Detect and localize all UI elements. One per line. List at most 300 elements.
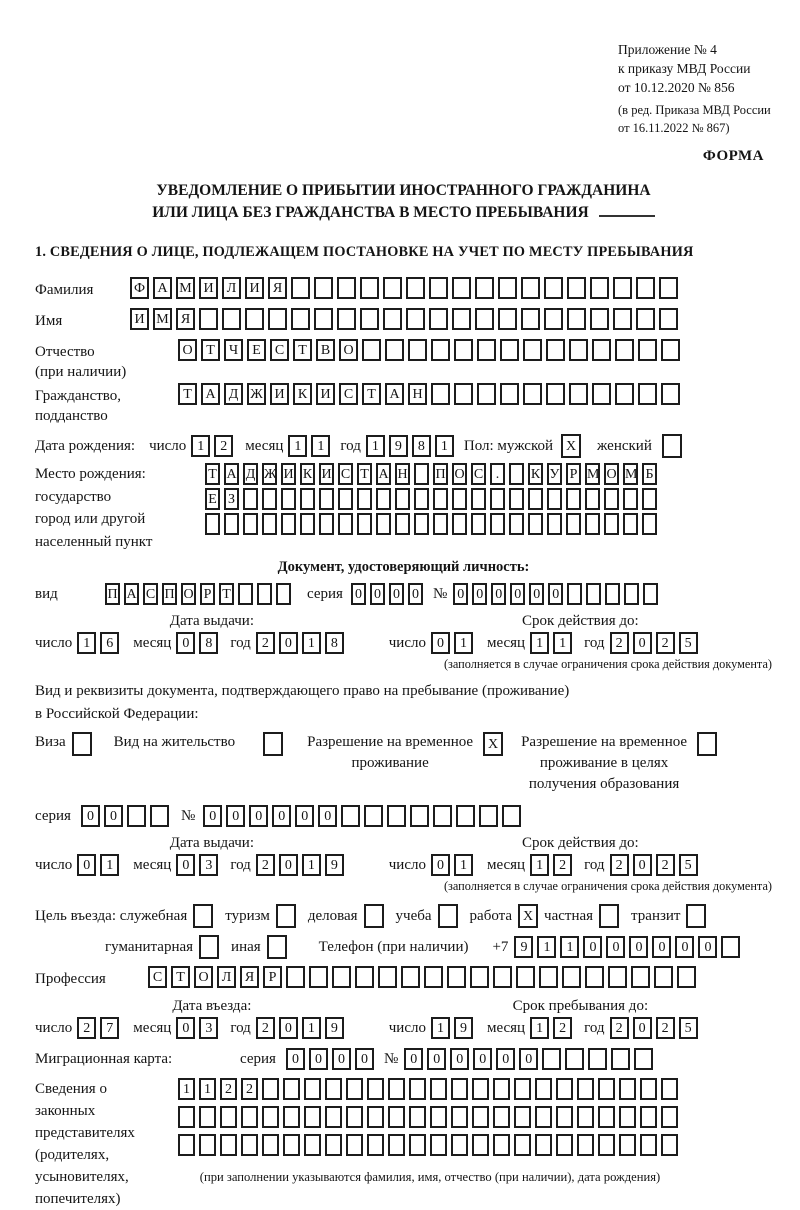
representative-char-box[interactable]: 1 <box>178 1078 195 1100</box>
phone-digit-box[interactable]: 0 <box>606 936 625 958</box>
profession-char-box[interactable] <box>424 966 443 988</box>
doc-issue-year-box[interactable]: 1 <box>302 632 321 654</box>
patronymic-char-box[interactable]: Ч <box>224 339 243 361</box>
doc-number-box[interactable] <box>586 583 601 605</box>
profession-char-box[interactable]: О <box>194 966 213 988</box>
doc-number-box[interactable]: 0 <box>491 583 506 605</box>
surname-char-box[interactable]: Л <box>222 277 241 299</box>
doc-issue-year-box[interactable]: 2 <box>256 632 275 654</box>
surname-char-box[interactable]: Я <box>268 277 287 299</box>
birthplace-char-box[interactable]: Т <box>205 463 220 485</box>
birthplace-char-box[interactable] <box>604 488 619 510</box>
birthplace-char-box[interactable]: . <box>490 463 505 485</box>
birthplace-char-box[interactable]: С <box>471 463 486 485</box>
permit-valid-month-box[interactable]: 2 <box>553 854 572 876</box>
representative-char-box[interactable] <box>262 1134 279 1156</box>
birthplace-char-box[interactable]: К <box>300 463 315 485</box>
birth-year-box[interactable]: 1 <box>435 435 454 457</box>
doc-valid-month-box[interactable]: 1 <box>530 632 549 654</box>
given-name-char-box[interactable] <box>452 308 471 330</box>
representative-char-box[interactable] <box>535 1106 552 1128</box>
citizenship-char-box[interactable] <box>546 383 565 405</box>
birthplace-char-box[interactable]: А <box>224 463 239 485</box>
phone-digit-box[interactable]: 0 <box>652 936 671 958</box>
representative-char-box[interactable] <box>661 1134 678 1156</box>
visa-checkbox[interactable] <box>72 732 92 756</box>
permit-issue-year-box[interactable]: 2 <box>256 854 275 876</box>
given-name-char-box[interactable] <box>245 308 264 330</box>
permit-number-box[interactable] <box>410 805 429 827</box>
profession-char-box[interactable] <box>585 966 604 988</box>
birthplace-char-box[interactable] <box>395 513 410 535</box>
representative-char-box[interactable] <box>661 1106 678 1128</box>
profession-char-box[interactable] <box>447 966 466 988</box>
entry-day-box[interactable]: 2 <box>77 1017 96 1039</box>
patronymic-char-box[interactable] <box>523 339 542 361</box>
patronymic-char-box[interactable] <box>569 339 588 361</box>
permit-number-box[interactable] <box>479 805 498 827</box>
migration-number-box[interactable] <box>634 1048 653 1070</box>
surname-char-box[interactable] <box>498 277 517 299</box>
migration-number-box[interactable] <box>588 1048 607 1070</box>
birthplace-char-box[interactable] <box>642 513 657 535</box>
birthplace-char-box[interactable]: А <box>376 463 391 485</box>
permit-series-box[interactable] <box>127 805 146 827</box>
birthplace-char-box[interactable] <box>452 488 467 510</box>
given-name-char-box[interactable] <box>314 308 333 330</box>
phone-digit-box[interactable]: 1 <box>560 936 579 958</box>
doc-kind-char-box[interactable]: Т <box>219 583 234 605</box>
given-name-char-box[interactable] <box>659 308 678 330</box>
birthplace-char-box[interactable] <box>528 513 543 535</box>
birthplace-char-box[interactable] <box>509 513 524 535</box>
representative-char-box[interactable] <box>325 1134 342 1156</box>
purpose-other-checkbox[interactable] <box>267 935 287 959</box>
citizenship-char-box[interactable]: И <box>316 383 335 405</box>
phone-digit-box[interactable]: 0 <box>629 936 648 958</box>
citizenship-char-box[interactable]: А <box>201 383 220 405</box>
given-name-char-box[interactable] <box>590 308 609 330</box>
citizenship-char-box[interactable] <box>615 383 634 405</box>
given-name-char-box[interactable] <box>636 308 655 330</box>
birthplace-char-box[interactable] <box>509 463 524 485</box>
permit-valid-year-box[interactable]: 2 <box>656 854 675 876</box>
profession-char-box[interactable] <box>309 966 328 988</box>
birthplace-char-box[interactable] <box>642 488 657 510</box>
birthplace-char-box[interactable]: О <box>604 463 619 485</box>
representative-char-box[interactable] <box>220 1134 237 1156</box>
birthplace-char-box[interactable] <box>414 513 429 535</box>
surname-char-box[interactable]: М <box>176 277 195 299</box>
patronymic-char-box[interactable] <box>546 339 565 361</box>
birthplace-char-box[interactable]: М <box>585 463 600 485</box>
birthplace-char-box[interactable] <box>585 488 600 510</box>
permit-number-box[interactable]: 0 <box>203 805 222 827</box>
migration-series-box[interactable]: 0 <box>332 1048 351 1070</box>
doc-kind-char-box[interactable]: П <box>105 583 120 605</box>
representative-char-box[interactable] <box>283 1106 300 1128</box>
profession-char-box[interactable]: Л <box>217 966 236 988</box>
migration-number-box[interactable] <box>542 1048 561 1070</box>
representative-char-box[interactable] <box>430 1106 447 1128</box>
patronymic-char-box[interactable]: В <box>316 339 335 361</box>
doc-valid-year-box[interactable]: 5 <box>679 632 698 654</box>
birthplace-char-box[interactable] <box>604 513 619 535</box>
permit-number-box[interactable] <box>364 805 383 827</box>
surname-char-box[interactable] <box>590 277 609 299</box>
patronymic-char-box[interactable] <box>661 339 680 361</box>
representative-char-box[interactable] <box>283 1134 300 1156</box>
representative-char-box[interactable] <box>367 1106 384 1128</box>
representative-char-box[interactable] <box>178 1106 195 1128</box>
purpose-official-checkbox[interactable] <box>193 904 213 928</box>
migration-number-box[interactable]: 0 <box>519 1048 538 1070</box>
profession-char-box[interactable] <box>355 966 374 988</box>
birthplace-char-box[interactable]: Б <box>642 463 657 485</box>
patronymic-char-box[interactable]: Т <box>293 339 312 361</box>
citizenship-char-box[interactable]: Д <box>224 383 243 405</box>
representative-char-box[interactable]: 1 <box>199 1078 216 1100</box>
profession-char-box[interactable] <box>401 966 420 988</box>
representative-char-box[interactable] <box>472 1078 489 1100</box>
permit-valid-year-box[interactable]: 5 <box>679 854 698 876</box>
doc-number-box[interactable] <box>605 583 620 605</box>
permit-issue-month-box[interactable]: 0 <box>176 854 195 876</box>
doc-series-box[interactable]: 0 <box>389 583 404 605</box>
purpose-humanitarian-checkbox[interactable] <box>199 935 219 959</box>
representative-char-box[interactable] <box>535 1134 552 1156</box>
surname-char-box[interactable] <box>544 277 563 299</box>
representative-char-box[interactable] <box>409 1078 426 1100</box>
permit-issue-day-box[interactable]: 1 <box>100 854 119 876</box>
given-name-char-box[interactable]: Я <box>176 308 195 330</box>
doc-number-box[interactable]: 0 <box>548 583 563 605</box>
stay-until-month-box[interactable]: 1 <box>530 1017 549 1039</box>
sex-female-checkbox[interactable] <box>662 434 682 458</box>
representative-char-box[interactable] <box>262 1106 279 1128</box>
profession-char-box[interactable] <box>332 966 351 988</box>
representative-char-box[interactable] <box>430 1078 447 1100</box>
representative-char-box[interactable] <box>619 1078 636 1100</box>
birthplace-char-box[interactable] <box>566 488 581 510</box>
patronymic-char-box[interactable]: О <box>178 339 197 361</box>
birthplace-char-box[interactable] <box>357 513 372 535</box>
doc-valid-year-box[interactable]: 2 <box>610 632 629 654</box>
given-name-char-box[interactable] <box>406 308 425 330</box>
permit-valid-day-box[interactable]: 1 <box>454 854 473 876</box>
permit-series-box[interactable]: 0 <box>81 805 100 827</box>
permit-number-box[interactable] <box>341 805 360 827</box>
birthplace-char-box[interactable]: С <box>338 463 353 485</box>
birthplace-char-box[interactable]: И <box>281 463 296 485</box>
entry-year-box[interactable]: 9 <box>325 1017 344 1039</box>
permit-number-box[interactable] <box>456 805 475 827</box>
representative-char-box[interactable] <box>451 1106 468 1128</box>
purpose-tourism-checkbox[interactable] <box>276 904 296 928</box>
birthplace-char-box[interactable] <box>623 513 638 535</box>
birthplace-char-box[interactable] <box>395 488 410 510</box>
birthplace-char-box[interactable] <box>205 513 220 535</box>
birth-month-box[interactable]: 1 <box>288 435 307 457</box>
birthplace-char-box[interactable] <box>262 513 277 535</box>
citizenship-char-box[interactable] <box>638 383 657 405</box>
birthplace-char-box[interactable] <box>585 513 600 535</box>
representative-char-box[interactable] <box>199 1106 216 1128</box>
profession-char-box[interactable]: Т <box>171 966 190 988</box>
doc-series-box[interactable]: 0 <box>370 583 385 605</box>
representative-char-box[interactable] <box>367 1078 384 1100</box>
citizenship-char-box[interactable] <box>523 383 542 405</box>
surname-char-box[interactable] <box>337 277 356 299</box>
permit-valid-year-box[interactable]: 0 <box>633 854 652 876</box>
birthplace-char-box[interactable] <box>547 488 562 510</box>
doc-number-box[interactable]: 0 <box>510 583 525 605</box>
profession-char-box[interactable] <box>608 966 627 988</box>
representative-char-box[interactable] <box>304 1106 321 1128</box>
surname-char-box[interactable] <box>360 277 379 299</box>
birthplace-char-box[interactable]: Н <box>395 463 410 485</box>
permit-issue-year-box[interactable]: 1 <box>302 854 321 876</box>
patronymic-char-box[interactable] <box>454 339 473 361</box>
permit-series-box[interactable]: 0 <box>104 805 123 827</box>
surname-char-box[interactable] <box>452 277 471 299</box>
given-name-char-box[interactable] <box>337 308 356 330</box>
stay-until-day-box[interactable]: 1 <box>431 1017 450 1039</box>
representative-char-box[interactable] <box>241 1106 258 1128</box>
representative-char-box[interactable] <box>346 1106 363 1128</box>
representative-char-box[interactable] <box>409 1134 426 1156</box>
given-name-char-box[interactable] <box>383 308 402 330</box>
stay-until-year-box[interactable]: 2 <box>656 1017 675 1039</box>
purpose-work-checkbox[interactable]: X <box>518 904 538 928</box>
representative-char-box[interactable] <box>493 1106 510 1128</box>
birthplace-char-box[interactable] <box>490 488 505 510</box>
representative-char-box[interactable] <box>472 1134 489 1156</box>
doc-issue-month-box[interactable]: 8 <box>199 632 218 654</box>
birthplace-char-box[interactable] <box>300 513 315 535</box>
birthplace-char-box[interactable]: К <box>528 463 543 485</box>
representative-char-box[interactable] <box>283 1078 300 1100</box>
birthplace-char-box[interactable] <box>471 488 486 510</box>
representative-char-box[interactable] <box>304 1134 321 1156</box>
doc-kind-char-box[interactable]: А <box>124 583 139 605</box>
birthplace-char-box[interactable] <box>490 513 505 535</box>
doc-valid-year-box[interactable]: 0 <box>633 632 652 654</box>
citizenship-char-box[interactable] <box>454 383 473 405</box>
doc-number-box[interactable] <box>624 583 639 605</box>
citizenship-char-box[interactable]: И <box>270 383 289 405</box>
entry-year-box[interactable]: 0 <box>279 1017 298 1039</box>
profession-char-box[interactable]: С <box>148 966 167 988</box>
surname-char-box[interactable] <box>429 277 448 299</box>
representative-char-box[interactable] <box>577 1078 594 1100</box>
representative-char-box[interactable] <box>598 1078 615 1100</box>
patronymic-char-box[interactable] <box>615 339 634 361</box>
representative-char-box[interactable]: 2 <box>241 1078 258 1100</box>
birthplace-char-box[interactable] <box>528 488 543 510</box>
citizenship-char-box[interactable]: Ж <box>247 383 266 405</box>
given-name-char-box[interactable] <box>268 308 287 330</box>
birthplace-char-box[interactable] <box>547 513 562 535</box>
representative-char-box[interactable] <box>619 1134 636 1156</box>
profession-char-box[interactable] <box>378 966 397 988</box>
birthplace-char-box[interactable] <box>319 513 334 535</box>
profession-char-box[interactable] <box>493 966 512 988</box>
representative-char-box[interactable] <box>346 1134 363 1156</box>
surname-char-box[interactable] <box>613 277 632 299</box>
representative-char-box[interactable] <box>514 1106 531 1128</box>
representative-char-box[interactable] <box>493 1134 510 1156</box>
patronymic-char-box[interactable] <box>431 339 450 361</box>
patronymic-char-box[interactable] <box>477 339 496 361</box>
permit-number-box[interactable]: 0 <box>226 805 245 827</box>
representative-char-box[interactable] <box>241 1134 258 1156</box>
temp-residence-edu-checkbox[interactable] <box>697 732 717 756</box>
citizenship-char-box[interactable] <box>569 383 588 405</box>
phone-digit-box[interactable] <box>721 936 740 958</box>
patronymic-char-box[interactable] <box>408 339 427 361</box>
given-name-char-box[interactable] <box>475 308 494 330</box>
surname-char-box[interactable] <box>636 277 655 299</box>
birthplace-char-box[interactable]: О <box>452 463 467 485</box>
permit-number-box[interactable]: 0 <box>318 805 337 827</box>
doc-number-box[interactable]: 0 <box>453 583 468 605</box>
representative-char-box[interactable] <box>556 1134 573 1156</box>
citizenship-char-box[interactable] <box>592 383 611 405</box>
doc-valid-day-box[interactable]: 0 <box>431 632 450 654</box>
doc-number-box[interactable] <box>643 583 658 605</box>
surname-char-box[interactable] <box>521 277 540 299</box>
doc-kind-char-box[interactable]: Р <box>200 583 215 605</box>
doc-number-box[interactable] <box>567 583 582 605</box>
doc-issue-year-box[interactable]: 0 <box>279 632 298 654</box>
surname-char-box[interactable]: Ф <box>130 277 149 299</box>
birthplace-char-box[interactable] <box>319 488 334 510</box>
birthplace-char-box[interactable] <box>300 488 315 510</box>
profession-char-box[interactable]: Р <box>263 966 282 988</box>
representative-char-box[interactable] <box>514 1134 531 1156</box>
surname-char-box[interactable]: И <box>245 277 264 299</box>
permit-valid-year-box[interactable]: 2 <box>610 854 629 876</box>
representative-char-box[interactable] <box>535 1078 552 1100</box>
phone-digit-box[interactable]: 1 <box>537 936 556 958</box>
birth-month-box[interactable]: 1 <box>311 435 330 457</box>
birthplace-char-box[interactable] <box>433 513 448 535</box>
representative-char-box[interactable] <box>388 1078 405 1100</box>
citizenship-char-box[interactable]: А <box>385 383 404 405</box>
stay-until-day-box[interactable]: 9 <box>454 1017 473 1039</box>
representative-char-box[interactable] <box>577 1134 594 1156</box>
phone-digit-box[interactable]: 9 <box>514 936 533 958</box>
representative-char-box[interactable] <box>640 1078 657 1100</box>
doc-issue-year-box[interactable]: 8 <box>325 632 344 654</box>
surname-char-box[interactable] <box>383 277 402 299</box>
representative-char-box[interactable] <box>556 1106 573 1128</box>
given-name-char-box[interactable] <box>222 308 241 330</box>
birthplace-char-box[interactable]: М <box>623 463 638 485</box>
given-name-char-box[interactable] <box>291 308 310 330</box>
surname-char-box[interactable] <box>475 277 494 299</box>
representative-char-box[interactable] <box>556 1078 573 1100</box>
given-name-char-box[interactable] <box>567 308 586 330</box>
surname-char-box[interactable]: И <box>199 277 218 299</box>
birthplace-char-box[interactable] <box>471 513 486 535</box>
birthplace-char-box[interactable] <box>566 513 581 535</box>
representative-char-box[interactable] <box>304 1078 321 1100</box>
birthplace-char-box[interactable] <box>281 513 296 535</box>
doc-issue-day-box[interactable]: 6 <box>100 632 119 654</box>
birthplace-char-box[interactable] <box>262 488 277 510</box>
temp-residence-checkbox[interactable]: X <box>483 732 503 756</box>
profession-char-box[interactable] <box>677 966 696 988</box>
migration-number-box[interactable]: 0 <box>427 1048 446 1070</box>
doc-valid-year-box[interactable]: 2 <box>656 632 675 654</box>
entry-day-box[interactable]: 7 <box>100 1017 119 1039</box>
birthplace-char-box[interactable] <box>357 488 372 510</box>
representative-char-box[interactable] <box>640 1134 657 1156</box>
given-name-char-box[interactable] <box>199 308 218 330</box>
given-name-char-box[interactable] <box>498 308 517 330</box>
permit-number-box[interactable] <box>433 805 452 827</box>
migration-series-box[interactable]: 0 <box>355 1048 374 1070</box>
representative-char-box[interactable] <box>220 1106 237 1128</box>
doc-kind-char-box[interactable] <box>238 583 253 605</box>
patronymic-char-box[interactable] <box>638 339 657 361</box>
doc-number-box[interactable]: 0 <box>529 583 544 605</box>
representative-char-box[interactable] <box>325 1078 342 1100</box>
residence-permit-checkbox[interactable] <box>263 732 283 756</box>
representative-char-box[interactable] <box>178 1134 195 1156</box>
citizenship-char-box[interactable] <box>477 383 496 405</box>
permit-issue-year-box[interactable]: 0 <box>279 854 298 876</box>
phone-digit-box[interactable]: 0 <box>675 936 694 958</box>
phone-digit-box[interactable]: 0 <box>583 936 602 958</box>
birthplace-char-box[interactable] <box>452 513 467 535</box>
birth-day-box[interactable]: 2 <box>214 435 233 457</box>
birthplace-char-box[interactable]: П <box>433 463 448 485</box>
birth-year-box[interactable]: 8 <box>412 435 431 457</box>
birthplace-char-box[interactable] <box>281 488 296 510</box>
profession-char-box[interactable] <box>631 966 650 988</box>
birthplace-char-box[interactable]: Р <box>566 463 581 485</box>
sex-male-checkbox[interactable]: X <box>561 434 581 458</box>
patronymic-char-box[interactable] <box>362 339 381 361</box>
surname-char-box[interactable] <box>567 277 586 299</box>
patronymic-char-box[interactable] <box>385 339 404 361</box>
profession-char-box[interactable] <box>539 966 558 988</box>
permit-issue-year-box[interactable]: 9 <box>325 854 344 876</box>
surname-char-box[interactable]: А <box>153 277 172 299</box>
representative-char-box[interactable] <box>472 1106 489 1128</box>
stay-until-month-box[interactable]: 2 <box>553 1017 572 1039</box>
phone-digit-box[interactable]: 0 <box>698 936 717 958</box>
birthplace-char-box[interactable]: З <box>224 488 239 510</box>
representative-char-box[interactable] <box>409 1106 426 1128</box>
entry-month-box[interactable]: 3 <box>199 1017 218 1039</box>
birthplace-char-box[interactable]: Т <box>357 463 372 485</box>
representative-char-box[interactable] <box>598 1106 615 1128</box>
purpose-private-checkbox[interactable] <box>599 904 619 928</box>
representative-char-box[interactable] <box>661 1078 678 1100</box>
patronymic-char-box[interactable]: Е <box>247 339 266 361</box>
patronymic-char-box[interactable] <box>500 339 519 361</box>
birthplace-char-box[interactable] <box>224 513 239 535</box>
doc-kind-char-box[interactable] <box>257 583 272 605</box>
entry-year-box[interactable]: 2 <box>256 1017 275 1039</box>
representative-char-box[interactable] <box>640 1106 657 1128</box>
migration-number-box[interactable]: 0 <box>404 1048 423 1070</box>
doc-kind-char-box[interactable] <box>276 583 291 605</box>
